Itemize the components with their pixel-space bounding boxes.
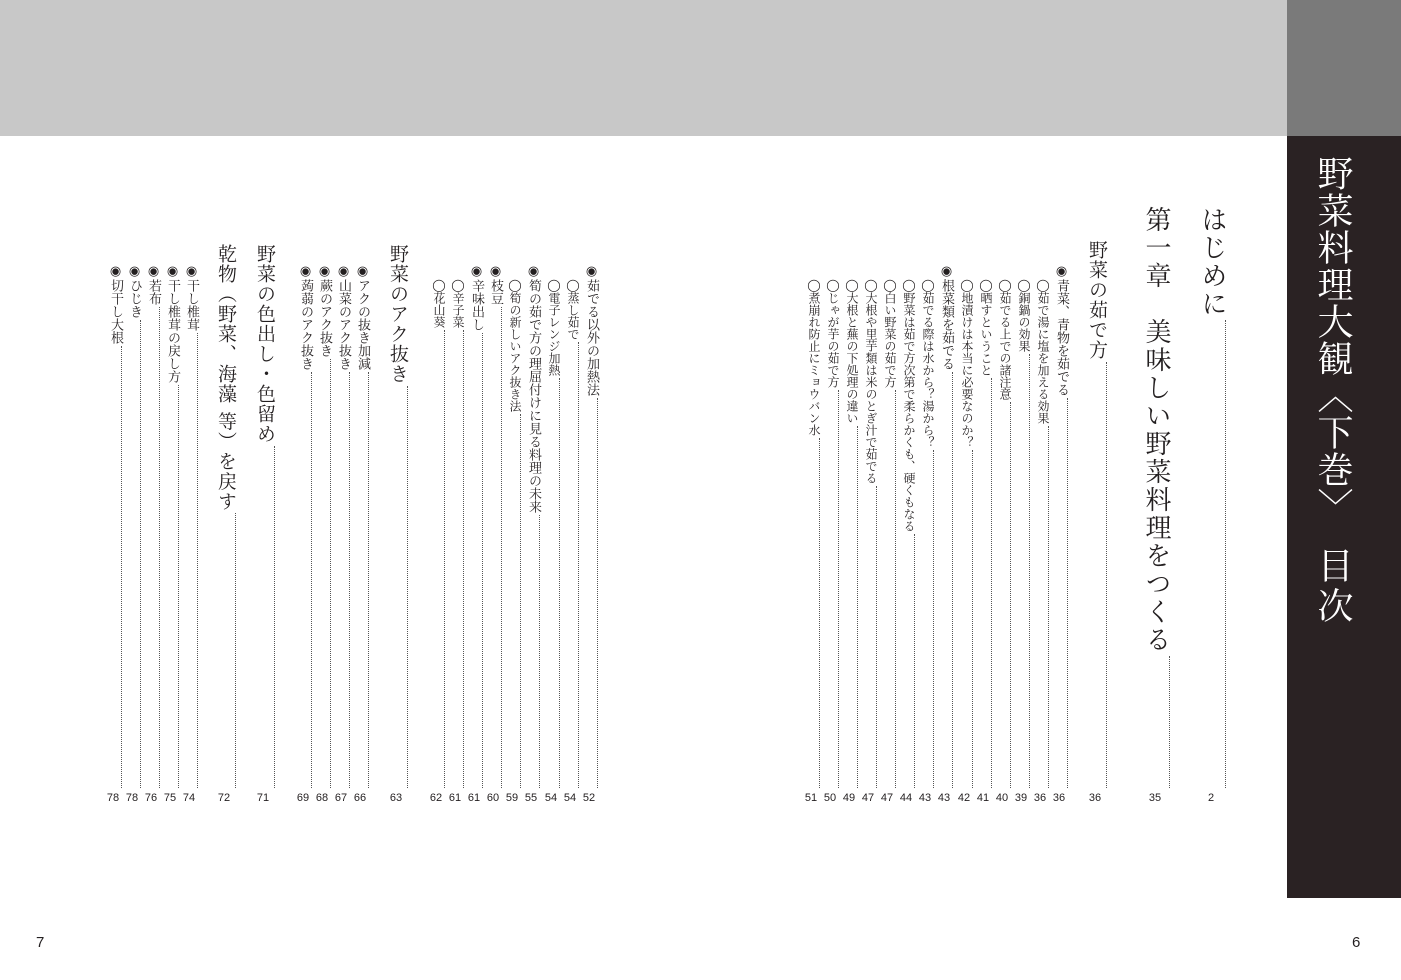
leader-dots (1083, 362, 1107, 788)
leader-dots (180, 333, 198, 788)
leader-dots (993, 402, 1011, 788)
leader-dots (142, 307, 160, 788)
toc-entry[interactable] (897, 278, 915, 804)
toc-entry-label: ◯茹でる上での諸注意 (998, 278, 1012, 400)
leader-dots (878, 390, 896, 788)
toc-entry-page: 78 (125, 792, 139, 804)
leader-dots (104, 346, 122, 788)
leader-dots (955, 450, 973, 788)
toc-entry-page: 69 (296, 792, 310, 804)
toc-entry[interactable] (104, 264, 122, 804)
toc-entry-page: 41 (976, 792, 990, 804)
toc-entry-label: ◉根菜類を茹でる (939, 264, 954, 370)
toc-entry[interactable] (974, 278, 992, 804)
toc-entry[interactable] (446, 278, 464, 804)
toc-entry-page: 51 (804, 792, 818, 804)
toc-entry-page: 2 (1207, 792, 1215, 804)
toc-entry-label: ◉蒟蒻のアク抜き (298, 264, 313, 370)
toc-entry-page: 62 (429, 792, 443, 804)
toc-entry-label: ◯辛子菜 (451, 278, 465, 328)
top-band (0, 0, 1287, 136)
toc-entry-label: ◯茹で湯に塩を加える効果 (1036, 278, 1050, 424)
leader-dots (251, 446, 275, 788)
toc-entry-page: 43 (918, 792, 932, 804)
toc-entry-label: ◯じゃが芋の茹で方 (826, 278, 840, 388)
toc-entry[interactable] (580, 264, 598, 804)
leader-dots (332, 372, 350, 788)
toc-entry-label: ◯大根と蕪の下処理の違い (845, 278, 859, 424)
toc-entry-label: ◉若布 (146, 264, 161, 305)
toc-entry[interactable] (878, 278, 896, 804)
toc-entry[interactable] (1031, 278, 1049, 804)
toc-entry-label: ◉山菜のアク抜き (336, 264, 351, 370)
toc-entry-page: 66 (353, 792, 367, 804)
toc-entry-label: 第一章 美味しい野菜料理をつくる (1141, 206, 1171, 654)
leader-dots (580, 398, 598, 788)
toc-entry-label: ◉青菜、青物を茹でる (1054, 264, 1069, 396)
leader-dots (465, 333, 483, 788)
toc-heading: 目次 (1312, 547, 1353, 627)
toc-entry-page: 78 (106, 792, 120, 804)
toc-entry-label: 野菜のアク抜き (387, 244, 409, 384)
toc-entry-page: 40 (995, 792, 1009, 804)
toc-entry-label: ◉枝豆 (488, 264, 503, 305)
toc-entry-page: 61 (467, 792, 481, 804)
leader-dots (503, 414, 521, 788)
toc-entry-page: 71 (256, 792, 270, 804)
toc-entry-label: 野菜の茹で方 (1086, 240, 1108, 360)
toc-entry-page: 61 (448, 792, 462, 804)
toc-entry[interactable] (484, 264, 502, 804)
leader-dots (1196, 320, 1226, 788)
toc-entry[interactable] (542, 278, 560, 804)
toc-entry[interactable] (955, 278, 973, 804)
toc-entry[interactable] (251, 244, 275, 804)
toc-entry[interactable] (1050, 264, 1068, 804)
leader-dots (212, 513, 236, 788)
toc-entry-label: はじめに (1197, 206, 1227, 318)
toc-entry-label: ◉茹でる以外の加熱法 (584, 264, 599, 396)
toc-entry[interactable] (993, 278, 1011, 804)
toc-entry-label: ◯晒すということ (979, 278, 993, 376)
leader-dots (542, 378, 560, 788)
leader-dots (1140, 656, 1170, 788)
toc-entry[interactable] (180, 264, 198, 804)
leader-dots (897, 534, 915, 788)
toc-entry-page: 63 (389, 792, 403, 804)
page-number-left: 7 (36, 934, 45, 951)
leader-dots (859, 486, 877, 788)
toc-entry-label: 野菜の色出し・色留め (254, 244, 276, 444)
leader-dots (840, 426, 858, 788)
toc-entry[interactable] (212, 244, 236, 804)
toc-entry[interactable] (384, 244, 408, 804)
leader-dots (1050, 398, 1068, 788)
corner-band (1287, 0, 1401, 136)
leader-dots (1012, 354, 1030, 788)
toc-entry-label: ◉干し椎茸 (184, 264, 199, 331)
toc-entry-page: 47 (861, 792, 875, 804)
leader-dots (802, 438, 820, 788)
toc-entry[interactable] (161, 264, 179, 804)
leader-dots (916, 450, 934, 788)
toc-entry-label: ◯煮崩れ防止にミョウバン水 (807, 278, 821, 436)
leader-dots (561, 342, 579, 788)
toc-entry-page: 36 (1033, 792, 1047, 804)
toc-entry-label: ◯花山葵 (432, 278, 446, 328)
toc-entry-page: 60 (486, 792, 500, 804)
toc-entry-label: ◯茹でる際は水から？湯から？ (921, 278, 935, 448)
toc-entry-page: 47 (880, 792, 894, 804)
toc-entry[interactable] (1083, 240, 1107, 804)
toc-entry-page: 75 (163, 792, 177, 804)
leader-dots (974, 378, 992, 788)
toc-entry-label: ◉干し椎茸の戻し方 (165, 264, 180, 383)
toc-entry[interactable] (465, 264, 483, 804)
toc-entry-label: ◉筍の茹で方の理屈付けに見る料理の未来 (526, 264, 541, 513)
toc-entry[interactable] (1196, 206, 1226, 804)
toc-entry-page: 39 (1014, 792, 1028, 804)
toc-entry-label: ◉アクの抜き加減 (355, 264, 370, 370)
toc-entry-page: 74 (182, 792, 196, 804)
toc-entry[interactable] (935, 264, 953, 804)
leader-dots (1031, 426, 1049, 788)
leader-dots (351, 372, 369, 788)
toc-entry[interactable] (427, 278, 445, 804)
toc-entry[interactable] (351, 264, 369, 804)
toc-entry-page: 55 (524, 792, 538, 804)
toc-entry-label: ◉辛味出し (469, 264, 484, 331)
toc-title (1310, 155, 1354, 627)
toc-entry-page: 76 (144, 792, 158, 804)
toc-entry-page: 59 (505, 792, 519, 804)
leader-dots (123, 320, 141, 788)
toc-entry-page: 68 (315, 792, 329, 804)
toc-entry-page: 44 (899, 792, 913, 804)
leader-dots (313, 359, 331, 788)
toc-entry-label: ◯野菜は茹で方次第で柔らかくも、硬くもなる (902, 278, 916, 532)
toc-entry-label: ◯白い野菜の茹で方 (883, 278, 897, 388)
toc-entry-page: 52 (582, 792, 596, 804)
toc-entry-page: 50 (823, 792, 837, 804)
leader-dots (935, 372, 953, 788)
toc-entry[interactable] (332, 264, 350, 804)
toc-entry[interactable] (859, 278, 877, 804)
toc-entry-page: 36 (1088, 792, 1102, 804)
page-number-right: 6 (1352, 934, 1361, 951)
toc-entry-label: ◯電子レンジ加熱 (547, 278, 561, 376)
toc-entry-label: ◯大根や里芋類は米のとぎ汁で茹でる (864, 278, 878, 484)
leader-dots (427, 330, 445, 788)
toc-entry-page: 36 (1052, 792, 1066, 804)
toc-entry-label: ◯銅鍋の効果 (1017, 278, 1031, 352)
toc-entry-page: 54 (544, 792, 558, 804)
toc-entry-page: 54 (563, 792, 577, 804)
toc-entry-page: 49 (842, 792, 856, 804)
toc-entry-label: 乾物（野菜、海藻 等）を戻す (215, 244, 237, 512)
toc-entry-label: ◯地漬けは本当に必要なのか？ (960, 278, 974, 448)
leader-dots (446, 330, 464, 788)
toc-entry-label: ◉蕨のアク抜き (317, 264, 332, 357)
toc-entry[interactable] (142, 264, 160, 804)
toc-entry-label: ◉切干し大根 (108, 264, 123, 344)
toc-entry[interactable] (313, 264, 331, 804)
leader-dots (294, 372, 312, 788)
toc-entry-page: 35 (1148, 792, 1162, 804)
leader-dots (161, 385, 179, 788)
toc-entry-page: 67 (334, 792, 348, 804)
book-title: 野菜料理大観〈下巻〉 (1312, 155, 1353, 525)
toc-entry[interactable] (503, 278, 521, 804)
leader-dots (821, 390, 839, 788)
leader-dots (484, 307, 502, 788)
toc-entry-page: 42 (957, 792, 971, 804)
toc-entry-label: ◯蒸し茹で (566, 278, 580, 340)
toc-entry[interactable] (522, 264, 540, 804)
toc-entry-label: ◯筍の新しいアク抜き法 (508, 278, 522, 412)
toc-entry[interactable] (1140, 206, 1170, 804)
toc-entry-label: ◉ひじき (127, 264, 142, 318)
toc-entry[interactable] (123, 264, 141, 804)
toc-entry-page: 43 (937, 792, 951, 804)
toc-entry[interactable] (840, 278, 858, 804)
toc-entry[interactable] (1012, 278, 1030, 804)
toc-entry[interactable] (916, 278, 934, 804)
leader-dots (522, 515, 540, 788)
leader-dots (384, 386, 408, 788)
toc-entry[interactable] (821, 278, 839, 804)
toc-entry[interactable] (561, 278, 579, 804)
toc-entry-page: 72 (217, 792, 231, 804)
toc-entry[interactable] (802, 278, 820, 804)
toc-entry[interactable] (294, 264, 312, 804)
